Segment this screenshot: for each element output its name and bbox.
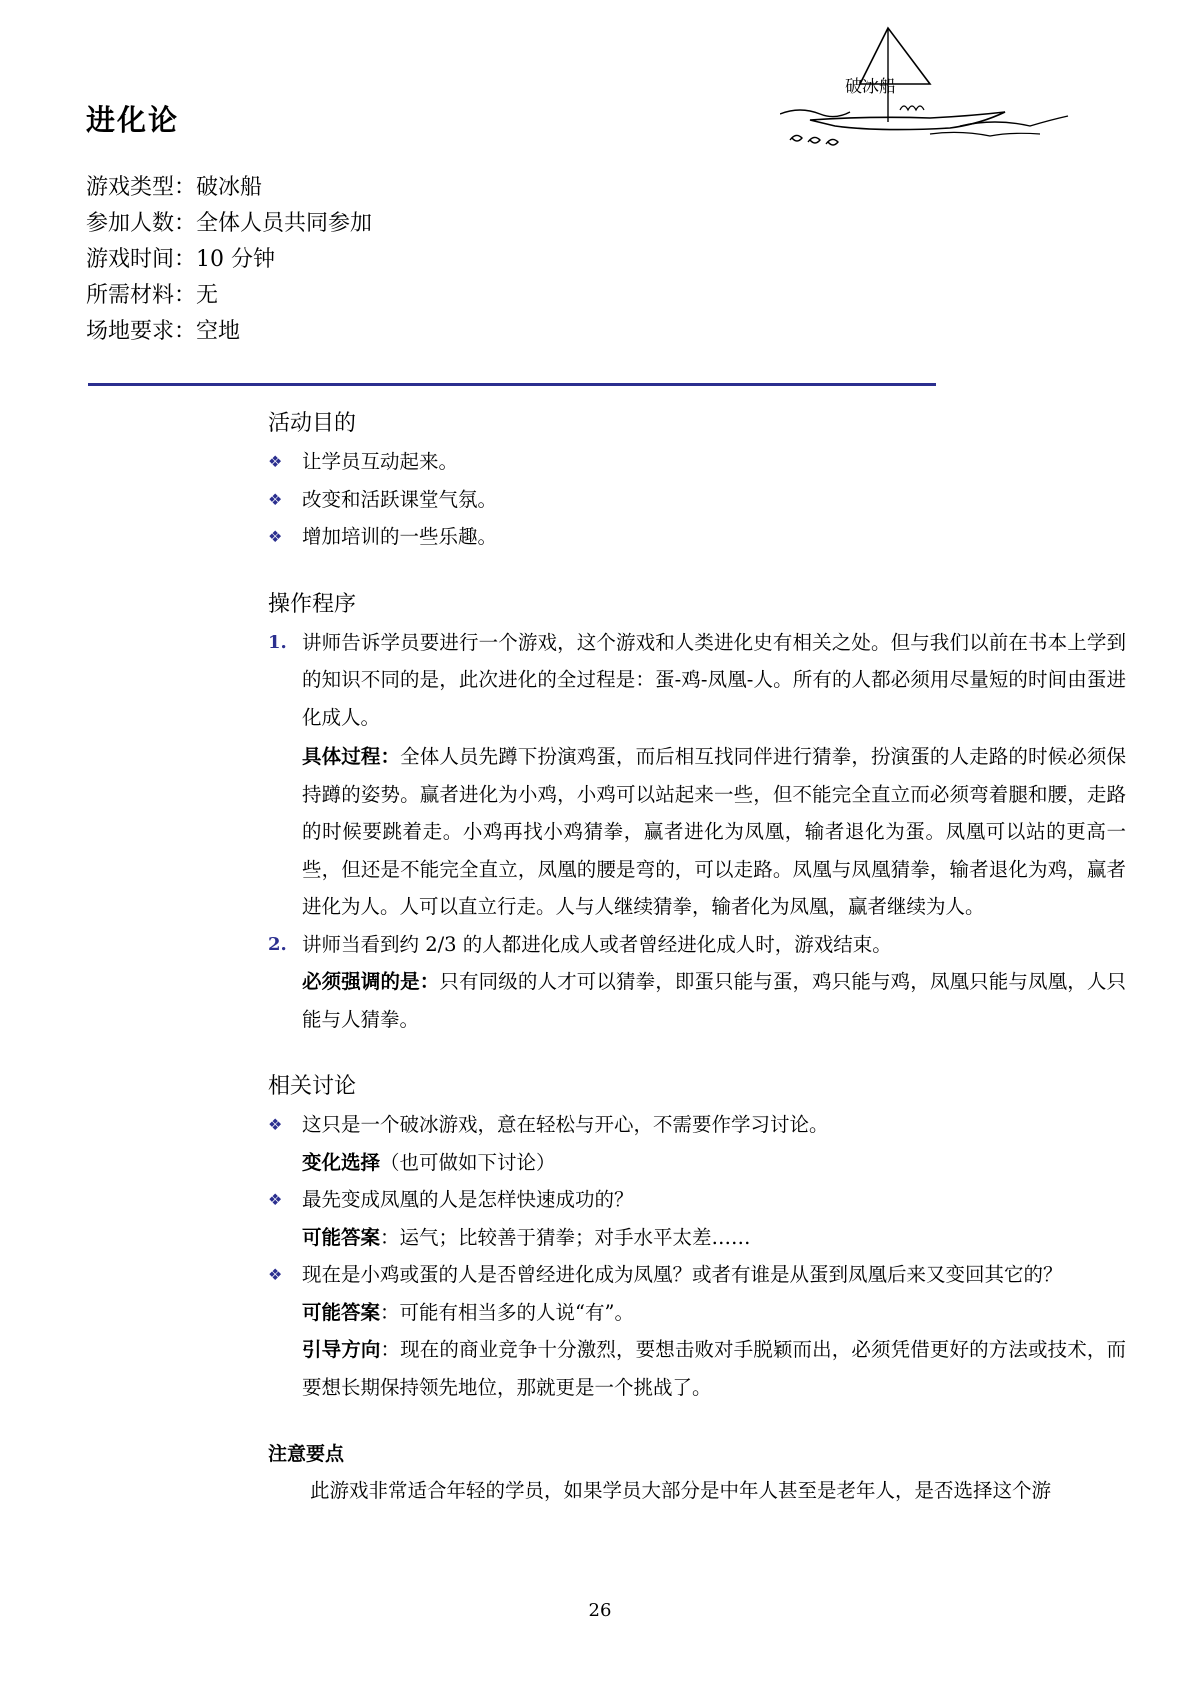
meta-value: 无 bbox=[196, 283, 219, 308]
detail-text: 全体人员先蹲下扮演鸡蛋，而后相互找同伴进行猜拳，扮演蛋的人走路的时候必须保持蹲的姿势。赢者进化为小鸡，小鸡可以站起来一些，但不能完全直立而必须弯着腿和腰，走路的时候要跳着走。小鸡再找小鸡猜拳，赢者进化为凤凰，输者退化为蛋。凤凰可以站的更高一些，但还是不能完全直立，凤凰的腰是弯的，可以走路。凤凰与凤凰猜拳，输者退化为鸡，赢者进化为人。人可以直立行走。人与人继续猜拳，输者化为凤凰，赢者继续为人。 bbox=[302, 745, 1126, 918]
sailboat-logo-icon bbox=[780, 22, 1070, 147]
objective-item bbox=[268, 481, 1126, 519]
variation-note: （也可做如下讨论） bbox=[380, 1150, 556, 1174]
meta-value: 空地 bbox=[196, 319, 241, 344]
meta-label: 所需材料： bbox=[86, 283, 197, 308]
answer-line bbox=[268, 1219, 1126, 1257]
step-text: 讲师当看到约 2/3 的人都进化成人或者曾经进化成人时，游戏结束。 bbox=[302, 932, 892, 956]
game-meta bbox=[86, 170, 372, 350]
answer-label: 可能答案 bbox=[302, 1225, 381, 1249]
page-number: 26 bbox=[588, 1600, 612, 1621]
step-number: 1. bbox=[268, 631, 287, 653]
objective-item bbox=[268, 443, 1126, 481]
notes-heading: 注意要点 bbox=[268, 1443, 345, 1465]
logo-text: 破冰船 bbox=[845, 77, 896, 97]
objective-text: 增加培训的一些乐趣。 bbox=[302, 525, 498, 548]
guide-text: ：现在的商业竞争十分激烈，要想击败对手脱颖而出，必须凭借更好的方法或技术，而要想长期保持领先地位，那就更是一个挑战了。 bbox=[302, 1338, 1126, 1399]
procedure-step-2 bbox=[268, 926, 1126, 964]
meta-label: 游戏类型： bbox=[86, 175, 197, 200]
answer-text: ：运气；比较善于猜拳；对手水平太差…… bbox=[380, 1225, 751, 1249]
meta-label: 参加人数： bbox=[86, 211, 197, 236]
step-number: 2. bbox=[268, 933, 287, 955]
objective-text: 让学员互动起来。 bbox=[302, 450, 459, 473]
discussion-text: 现在是小鸡或蛋的人是否曾经进化成为凤凰？或者有谁是从蛋到凤凰后来又变回其它的？ bbox=[302, 1263, 1063, 1286]
diamond-bullet-icon: ❖ bbox=[268, 1265, 283, 1284]
diamond-bullet-icon: ❖ bbox=[268, 1190, 283, 1209]
procedure-step-1-detail bbox=[268, 738, 1126, 926]
procedure-heading: 操作程序 bbox=[268, 591, 357, 617]
meta-type bbox=[86, 170, 372, 206]
meta-value: 全体人员共同参加 bbox=[196, 211, 373, 236]
meta-venue bbox=[86, 314, 372, 350]
notes-text: 此游戏非常适合年轻的学员，如果学员大部分是中年人甚至是老年人，是否选择这个游 bbox=[310, 1479, 1052, 1502]
meta-value: 破冰船 bbox=[196, 175, 263, 200]
diamond-bullet-icon: ❖ bbox=[268, 527, 283, 546]
diamond-bullet-icon: ❖ bbox=[268, 452, 283, 471]
diamond-bullet-icon: ❖ bbox=[268, 1115, 283, 1134]
objectives-heading: 活动目的 bbox=[268, 411, 357, 436]
meta-label: 场地要求： bbox=[86, 319, 197, 344]
step-text: 讲师告诉学员要进行一个游戏，这个游戏和人类进化史有相关之处。但与我们以前在书本上学到的知识不同的是，此次进化的全过程是：蛋-鸡-凤凰-人。所有的人都必须用尽量短的时间由蛋进化成人。 bbox=[302, 630, 1126, 729]
discussion-item bbox=[268, 1106, 1126, 1144]
discussion-text: 最先变成凤凰的人是怎样快速成功的？ bbox=[302, 1188, 634, 1211]
procedure-step-1 bbox=[268, 624, 1126, 737]
main-content bbox=[268, 405, 1126, 1510]
answer-label: 可能答案 bbox=[302, 1300, 381, 1324]
variation-label: 变化选择 bbox=[302, 1150, 381, 1174]
objective-text: 改变和活跃课堂气氛。 bbox=[302, 487, 498, 511]
page-title: 进化论 bbox=[86, 103, 180, 137]
detail-label: 具体过程： bbox=[302, 745, 401, 768]
objective-item bbox=[268, 518, 1126, 556]
diamond-bullet-icon: ❖ bbox=[268, 489, 283, 509]
meta-value: 10 分钟 bbox=[196, 247, 276, 272]
discussion-text: 这只是一个破冰游戏，意在轻松与开心，不需要作学习讨论。 bbox=[302, 1113, 829, 1136]
guide-line bbox=[268, 1331, 1126, 1406]
discussion-item bbox=[268, 1256, 1126, 1294]
meta-time bbox=[86, 242, 372, 278]
section-divider bbox=[88, 383, 936, 386]
answer-line bbox=[268, 1294, 1126, 1332]
emphasis-label: 必须强调的是： bbox=[302, 970, 440, 993]
discussion-item bbox=[268, 1181, 1126, 1219]
meta-participants bbox=[86, 206, 372, 242]
variation-line bbox=[268, 1144, 1126, 1182]
guide-label: 引导方向 bbox=[302, 1338, 381, 1361]
procedure-step-2-emphasis bbox=[268, 963, 1126, 1038]
emphasis-text: 只有同级的人才可以猜拳，即蛋只能与蛋，鸡只能与鸡，凤凰只能与凤凰，人只能与人猜拳。 bbox=[302, 970, 1126, 1031]
discussion-heading: 相关讨论 bbox=[268, 1074, 357, 1099]
answer-text: ：可能有相当多的人说“有”。 bbox=[380, 1300, 634, 1324]
meta-materials bbox=[86, 278, 372, 314]
meta-label: 游戏时间： bbox=[86, 247, 197, 272]
